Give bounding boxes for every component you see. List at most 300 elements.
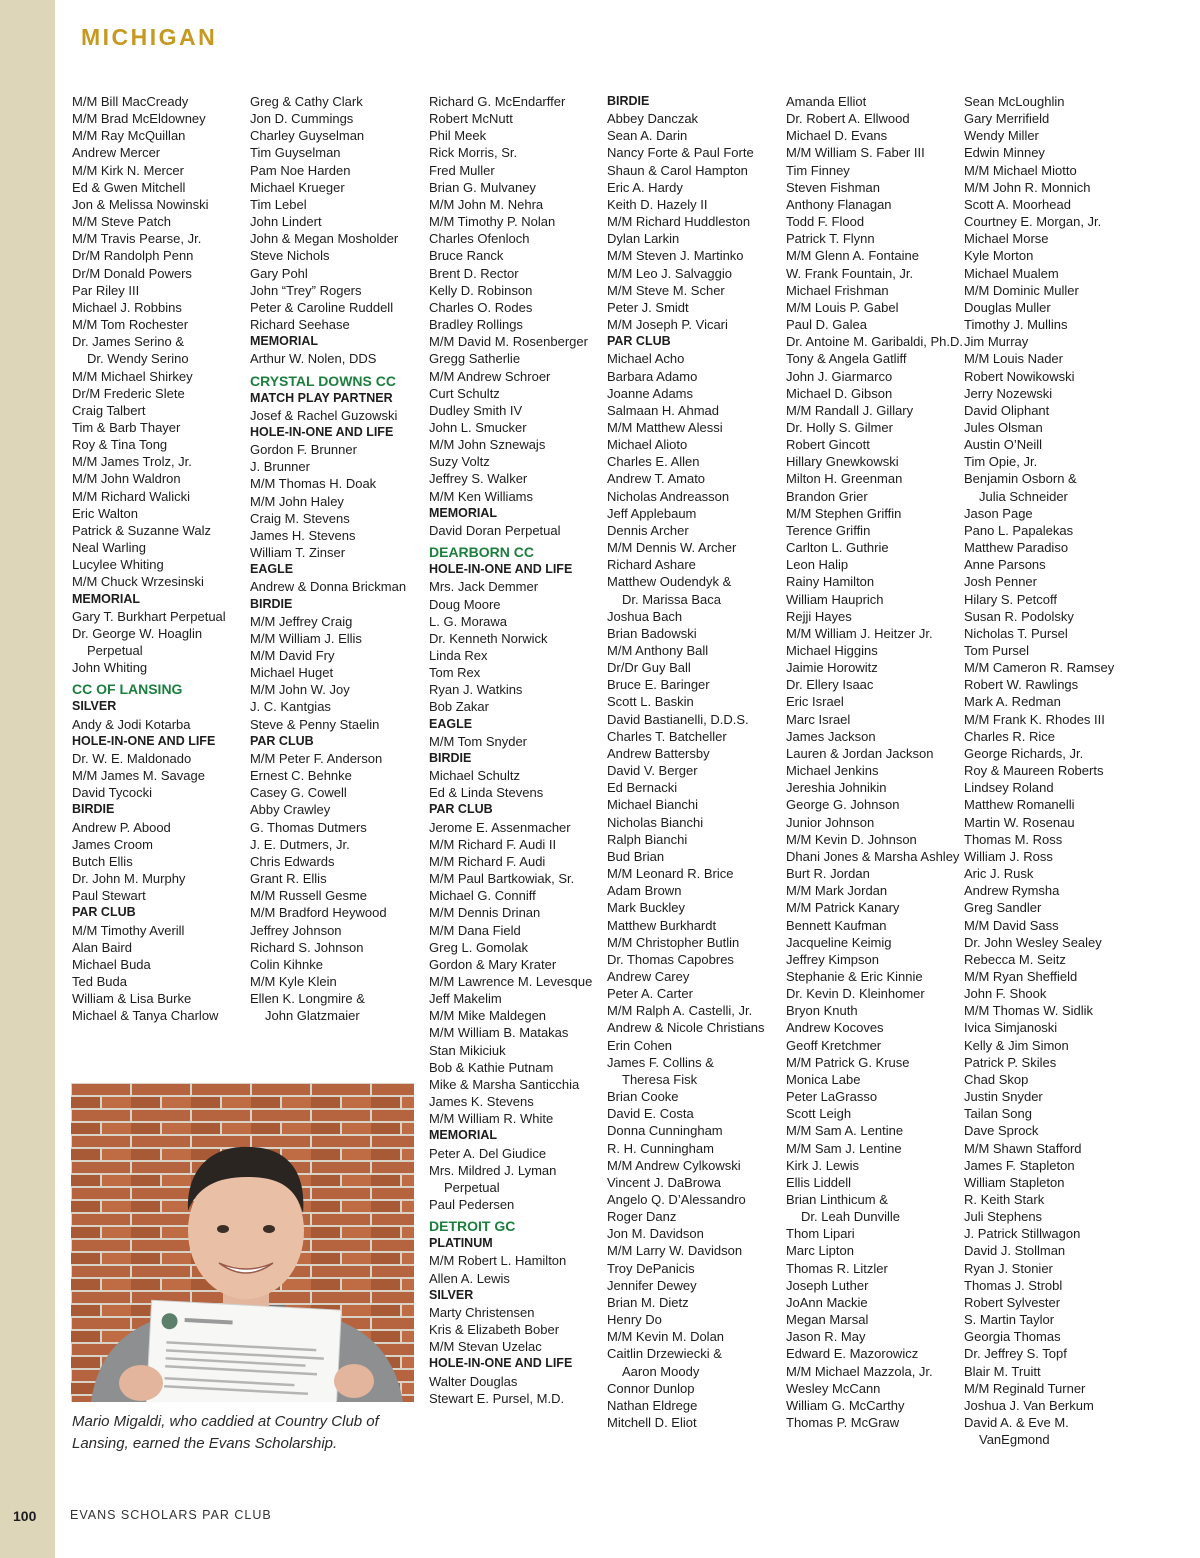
donor-name: Dr. James Serino & (72, 334, 184, 350)
donor-name: Dhani Jones & Marsha Ashley (786, 848, 960, 864)
donor-name: Rejji Hayes (786, 608, 852, 624)
donor-name: Grant R. Ellis (250, 871, 327, 887)
donor-name: Jerome E. Assenmacher (429, 819, 571, 835)
donor-name: David V. Berger (607, 763, 698, 779)
donor-name: Eric Walton (72, 505, 138, 521)
donor-name: Sean McLoughlin (964, 94, 1065, 109)
donor-name: Michael Acho (607, 351, 685, 367)
donor-name: Dr. Holly S. Gilmer (786, 419, 893, 435)
donor-name: Ryan J. Watkins (429, 682, 523, 698)
donor-name: J. C. Kantgias (250, 699, 331, 715)
donor-name: Josh Penner (964, 574, 1037, 590)
giving-level-heading: PAR CLUB (607, 334, 671, 349)
donor-name: Michael G. Conniff (429, 888, 536, 904)
giving-level-heading: HOLE-IN-ONE AND LIFE (429, 1356, 573, 1371)
donor-name: Dr/M Randolph Penn (72, 248, 194, 264)
donor-name: Susan R. Podolsky (964, 608, 1074, 624)
giving-level-heading: MEMORIAL (72, 591, 141, 606)
donor-name: Michael Huget (250, 665, 334, 681)
donor-name: Brandon Grier (786, 488, 868, 504)
donor-name: M/M Louis Nader (964, 351, 1063, 367)
giving-level-heading: SILVER (429, 1287, 474, 1302)
donor-name: M/M Dana Field (429, 922, 521, 938)
donor-name: Butch Ellis (72, 853, 133, 869)
donor-name: M/M John M. Nehra (429, 196, 544, 212)
donor-name: Jon & Melissa Nowinski (72, 196, 209, 212)
donor-name: M/M William B. Matakas (429, 1025, 569, 1041)
donor-name: William & Lisa Burke (72, 991, 192, 1007)
donor-name: Todd F. Flood (786, 214, 865, 230)
donor-name: M/M John Waldron (72, 471, 181, 487)
donor-name: Joshua J. Van Berkum (964, 1397, 1094, 1413)
donor-name: Andrew Battersby (607, 745, 710, 761)
donor-name: J. Brunner (250, 459, 310, 475)
donor-name: Charles E. Allen (607, 454, 700, 470)
donor-name: David A. & Eve M. (964, 1415, 1069, 1431)
donor-name: Linda Rex (429, 648, 488, 663)
donor-name: M/M Brad McEldowney (72, 111, 206, 127)
donor-name: David E. Costa (607, 1106, 694, 1122)
giving-level-heading: BIRDIE (72, 802, 115, 817)
donor-name: Bob & Kathie Putnam (429, 1059, 554, 1075)
donor-name: M/M Chuck Wrzesinski (72, 574, 204, 590)
donor-name: Abby Crawley (250, 802, 331, 818)
donor-name: M/M Ralph A. Castelli, Jr. (607, 1003, 753, 1019)
donor-name: Andrew Carey (607, 968, 690, 984)
donor-name: Gregg Satherlie (429, 351, 521, 367)
donor-name: Casey G. Cowell (250, 785, 347, 801)
club-heading: DEARBORN CC (429, 544, 534, 561)
giving-level-heading: PLATINUM (429, 1236, 493, 1251)
donor-name: M/M Thomas W. Sidlik (964, 1003, 1094, 1019)
scholar-photo (71, 1083, 414, 1402)
donor-name: Jerry Nozewski (964, 385, 1053, 401)
giving-level-heading: BIRDIE (607, 94, 650, 108)
donor-name: W. Frank Fountain, Jr. (786, 265, 914, 281)
donor-name: M/M David Sass (964, 917, 1059, 933)
donor-name: M/M Cameron R. Ramsey (964, 660, 1115, 676)
donor-name: David Tycocki (72, 785, 152, 801)
donor-name: M/M William R. White (429, 1111, 554, 1127)
donor-name: Bob Zakar (429, 699, 489, 715)
donor-name: James F. Stapleton (964, 1157, 1075, 1173)
donor-name: Patrick P. Skiles (964, 1054, 1057, 1070)
donor-name: M/M Richard Huddleston (607, 214, 751, 230)
donor-name: Fred Muller (429, 162, 495, 178)
donor-name: M/M David M. Rosenberger (429, 334, 588, 350)
donor-name: Michael Krueger (250, 179, 345, 195)
donor-name: Michael & Tanya Charlow (72, 1008, 219, 1024)
donor-name: Andy & Jodi Kotarba (72, 716, 191, 732)
donor-name: Junior Johnson (786, 814, 875, 830)
donor-name: William Stapleton (964, 1174, 1065, 1190)
donor-name: Tim Guyselman (250, 145, 341, 161)
club-heading: DETROIT GC (429, 1218, 516, 1235)
donor-name: Richard Ashare (607, 557, 696, 573)
donor-name: Craig Talbert (72, 402, 146, 418)
giving-level-heading: HOLE-IN-ONE AND LIFE (72, 733, 216, 748)
donor-name: Roy & Tina Tong (72, 437, 168, 453)
publication-name: EVANS SCHOLARS PAR CLUB (70, 1508, 272, 1522)
donor-name: Andrew P. Abood (72, 819, 171, 835)
donor-name: Mark Buckley (607, 900, 686, 916)
giving-level-heading: MATCH PLAY PARTNER (250, 390, 393, 405)
donor-name: Roy & Maureen Roberts (964, 763, 1104, 779)
donor-name: Brian G. Mulvaney (429, 179, 536, 195)
donor-name: Tom Rex (429, 665, 481, 681)
donor-name: John F. Shook (964, 986, 1047, 1002)
donor-name: J. E. Dutmers, Jr. (250, 836, 350, 852)
giving-level-heading: SILVER (72, 699, 117, 714)
donor-name: Keith D. Hazely II (607, 196, 708, 212)
donor-name: M/M Michael Shirkey (72, 368, 193, 384)
donor-name: M/M Shawn Stafford (964, 1140, 1082, 1156)
donor-name: Timothy J. Mullins (964, 317, 1068, 333)
donor-name: M/M John Sznewajs (429, 437, 546, 453)
donor-name: Nicholas T. Pursel (964, 625, 1068, 641)
donor-name: M/M Glenn A. Fontaine (786, 248, 919, 264)
donor-name: Michael D. Evans (786, 128, 888, 144)
donor-name: Brian Cooke (607, 1089, 679, 1105)
donor-name: Dr. Thomas Capobres (607, 951, 734, 967)
donor-name: Ernest C. Behnke (250, 768, 352, 784)
giving-level-heading: BIRDIE (250, 596, 293, 611)
donor-name: Michael Alioto (607, 437, 688, 453)
donor-name: Thomas R. Litzler (786, 1260, 888, 1276)
donor-name: Dr. Antoine M. Garibaldi, Ph.D. (786, 334, 964, 350)
donor-name: Benjamin Osborn & (964, 471, 1077, 487)
donor-name: Jules Olsman (964, 419, 1043, 435)
donor-name: Robert Nowikowski (964, 368, 1075, 384)
donor-name: Bruce E. Baringer (607, 677, 710, 693)
donor-name: Robert Gincott (786, 437, 870, 453)
donor-name: Bud Brian (607, 848, 665, 864)
donor-name: Dr. John M. Murphy (72, 871, 186, 887)
donor-name: Dr/M Donald Powers (72, 265, 192, 281)
donor-column-4 (607, 93, 787, 1431)
donor-name: Dr. John Wesley Sealey (964, 934, 1102, 950)
donor-name: Matthew Paradiso (964, 540, 1069, 556)
donor-name: Michael Mualem (964, 265, 1059, 281)
donor-name: Jaimie Horowitz (786, 660, 878, 676)
donor-name: Paul Pedersen (429, 1197, 515, 1212)
donor-name: M/M James M. Savage (72, 768, 205, 784)
donor-name: Tony & Angela Gatliff (786, 351, 907, 367)
donor-name: Burt R. Jordan (786, 866, 870, 882)
donor-name: Juli Stephens (964, 1209, 1043, 1225)
donor-name: M/M Mike Maldegen (429, 1008, 547, 1024)
donor-name: M/M Stephen Griffin (786, 505, 902, 521)
giving-level-heading: MEMORIAL (429, 505, 498, 520)
donor-name: J. Patrick Stillwagon (964, 1226, 1081, 1242)
donor-name: Nathan Eldrege (607, 1397, 698, 1413)
donor-name: M/M Peter F. Anderson (250, 750, 383, 766)
donor-name: Rick Morris, Sr. (429, 145, 518, 161)
donor-column-3 (429, 93, 609, 1407)
donor-name: S. Martin Taylor (964, 1312, 1055, 1328)
donor-name-continued: Dr. Leah Dunville (801, 1209, 900, 1225)
donor-name: M/M James Trolz, Jr. (72, 454, 192, 470)
donor-name: M/M Steve M. Scher (607, 282, 725, 298)
donor-name: Martin W. Rosenau (964, 814, 1075, 830)
donor-name: Jeff Makelim (429, 991, 502, 1007)
donor-name: M/M Steve Patch (72, 214, 171, 230)
donor-name: George G. Johnson (786, 797, 900, 813)
donor-name: M/M Michael Miotto (964, 162, 1077, 178)
donor-name: Michael D. Gibson (786, 385, 893, 401)
donor-name-continued: Perpetual (87, 643, 143, 658)
donor-name: Patrick T. Flynn (786, 231, 875, 247)
donor-name: Anne Parsons (964, 557, 1046, 573)
donor-name: Charley Guyselman (250, 128, 365, 144)
donor-name: Roger Danz (607, 1209, 677, 1225)
donor-name: Thom Lipari (786, 1226, 855, 1242)
giving-level-heading: EAGLE (429, 716, 473, 731)
donor-name: Charles R. Rice (964, 728, 1056, 744)
donor-name: Dylan Larkin (607, 231, 680, 247)
donor-name: M/M Christopher Butlin (607, 934, 740, 950)
donor-name: Dr. Kenneth Norwick (429, 630, 548, 646)
donor-name: Ralph Bianchi (607, 831, 688, 847)
donor-name: James K. Stevens (429, 1094, 534, 1110)
donor-name: M/M Dennis W. Archer (607, 540, 737, 556)
donor-name: M/M Larry W. Davidson (607, 1243, 743, 1259)
donor-name: Mrs. Mildred J. Lyman (429, 1162, 557, 1178)
donor-name: Nicholas Andreasson (607, 488, 730, 504)
donor-name: Amanda Elliot (786, 94, 867, 109)
donor-name: Ed Bernacki (607, 780, 678, 796)
donor-name: M/M Bill MacCready (72, 94, 189, 109)
donor-name: Michael Higgins (786, 643, 878, 658)
donor-name: Eric A. Hardy (607, 179, 683, 195)
donor-name: Dave Sprock (964, 1123, 1039, 1139)
giving-level-heading: BIRDIE (429, 750, 472, 765)
donor-name: Aric J. Rusk (964, 866, 1034, 882)
donor-name: Tailan Song (964, 1106, 1032, 1122)
donor-name: Suzy Voltz (429, 454, 490, 470)
donor-name: John Whiting (72, 660, 148, 676)
donor-name: Alan Baird (72, 939, 132, 955)
donor-name: M/M Timothy P. Nolan (429, 214, 556, 230)
donor-name: M/M Kevin D. Johnson (786, 831, 917, 847)
donor-name: Greg & Cathy Clark (250, 94, 363, 109)
donor-name: M/M Matthew Alessi (607, 419, 723, 435)
donor-name: Richard G. McEndarffer (429, 94, 566, 109)
donor-name: M/M Patrick Kanary (786, 900, 900, 916)
donor-name: Par Riley III (72, 282, 140, 298)
donor-name: M/M Sam A. Lentine (786, 1123, 904, 1139)
donor-name: Pam Noe Harden (250, 162, 351, 178)
donor-name: Megan Marsal (786, 1312, 869, 1328)
donor-name: Troy DePanicis (607, 1260, 695, 1276)
donor-name: Paul Stewart (72, 888, 146, 904)
donor-name: Michael Bianchi (607, 797, 699, 813)
donor-name: M/M Andrew Cylkowski (607, 1157, 741, 1173)
donor-name: Stephanie & Eric Kinnie (786, 968, 923, 984)
donor-name: M/M Louis P. Gabel (786, 299, 899, 315)
donor-name: Caitlin Drzewiecki & (607, 1346, 722, 1362)
donor-name: L. G. Morawa (429, 613, 508, 629)
donor-name: Jeffrey Johnson (250, 922, 342, 938)
donor-name: Bruce Ranck (429, 248, 504, 264)
donor-name: M/M Russell Gesme (250, 888, 368, 904)
donor-name: Dr. Robert A. Ellwood (786, 111, 910, 127)
donor-column-6 (964, 93, 1144, 1448)
donor-name: John Lindert (250, 214, 322, 230)
donor-name: David J. Stollman (964, 1243, 1066, 1259)
donor-name: Scott L. Baskin (607, 694, 694, 710)
donor-name: Matthew Oudendyk & (607, 574, 732, 590)
donor-name: Joseph Luther (786, 1277, 869, 1293)
donor-name: Milton H. Greenman (786, 471, 903, 487)
giving-level-heading: EAGLE (250, 562, 294, 577)
donor-name: M/M John Haley (250, 493, 344, 509)
donor-name-continued: John Glatzmaier (265, 1008, 360, 1024)
donor-name: Bennett Kaufman (786, 917, 887, 933)
donor-name: Chris Edwards (250, 853, 335, 869)
donor-name: Barbara Adamo (607, 368, 698, 384)
giving-level-heading: MEMORIAL (250, 334, 319, 349)
donor-name: Gary T. Burkhart Perpetual (72, 608, 226, 624)
donor-name: Andrew & Donna Brickman (250, 579, 407, 595)
giving-level-heading: HOLE-IN-ONE AND LIFE (429, 562, 573, 577)
donor-name: M/M Patrick G. Kruse (786, 1054, 910, 1070)
donor-name: Dr. Jeffrey S. Topf (964, 1346, 1067, 1362)
club-heading: CC OF LANSING (72, 681, 183, 698)
donor-name: M/M Reginald Turner (964, 1380, 1086, 1396)
donor-name: Kelly & Jim Simon (964, 1037, 1069, 1053)
donor-name: Josef & Rachel Guzowski (250, 407, 398, 423)
donor-name: Patrick & Suzanne Walz (72, 522, 211, 538)
donor-name: M/M Thomas H. Doak (250, 476, 377, 492)
donor-name: M/M David Fry (250, 648, 335, 663)
donor-name: M/M Jeffrey Craig (250, 613, 353, 629)
donor-name: Monica Labe (786, 1071, 861, 1087)
donor-name: G. Thomas Dutmers (250, 819, 367, 835)
donor-name: Shaun & Carol Hampton (607, 162, 748, 178)
donor-name: Georgia Thomas (964, 1329, 1061, 1345)
donor-name: James Jackson (786, 728, 876, 744)
donor-name: Edward E. Mazorowicz (786, 1346, 919, 1362)
donor-name: Jeffrey Kimpson (786, 951, 879, 967)
donor-name: Robert Sylvester (964, 1294, 1061, 1310)
donor-name-continued: Dr. Marissa Baca (622, 591, 721, 607)
donor-name: Geoff Kretchmer (786, 1037, 882, 1053)
giving-level-heading: PAR CLUB (250, 733, 314, 748)
donor-name-continued: VanEgmond (979, 1432, 1050, 1448)
donor-name: R. H. Cunningham (607, 1140, 714, 1156)
donor-name: M/M Anthony Ball (607, 643, 709, 658)
donor-name: Peter & Caroline Ruddell (250, 299, 394, 315)
giving-level-heading: MEMORIAL (429, 1128, 498, 1143)
donor-name: Edwin Minney (964, 145, 1045, 161)
donor-name: M/M Kirk N. Mercer (72, 162, 184, 178)
donor-name: Richard S. Johnson (250, 939, 364, 955)
donor-name: M/M Tom Snyder (429, 733, 528, 749)
donor-name: Marc Israel (786, 711, 851, 727)
donor-name: Angelo Q. D’Alessandro (607, 1192, 746, 1207)
donor-name-continued: Perpetual (444, 1179, 500, 1195)
donor-name: Andrew Kocoves (786, 1020, 884, 1036)
giving-level-heading: PAR CLUB (429, 802, 493, 817)
donor-name: Chad Skop (964, 1071, 1029, 1087)
donor-name: M/M Dennis Drinan (429, 905, 541, 921)
page-side-band (0, 0, 55, 1558)
donor-name: M/M Kevin M. Dolan (607, 1329, 725, 1345)
donor-name: William J. Ross (964, 848, 1053, 864)
donor-name: M/M Timothy Averill (72, 922, 185, 938)
donor-name: M/M Leo J. Salvaggio (607, 265, 733, 281)
donor-name: M/M William J. Heitzer Jr. (786, 625, 933, 641)
donor-name: JoAnn Mackie (786, 1294, 868, 1310)
donor-name: Peter LaGrasso (786, 1089, 878, 1105)
donor-name: Walter Douglas (429, 1373, 518, 1389)
donor-name: M/M John R. Monnich (964, 179, 1091, 195)
donor-name: Brian M. Dietz (607, 1294, 689, 1310)
club-heading: CRYSTAL DOWNS CC (250, 372, 396, 389)
donor-name: John L. Smucker (429, 419, 527, 435)
donor-name: Bryon Knuth (786, 1003, 858, 1019)
donor-name: M/M Kyle Klein (250, 973, 337, 989)
donor-name: Steve Nichols (250, 248, 330, 264)
donor-name: R. Keith Stark (964, 1192, 1045, 1207)
state-heading: MICHIGAN (81, 24, 218, 50)
donor-name: M/M Ryan Sheffield (964, 968, 1078, 984)
donor-name: William Hauprich (786, 591, 884, 607)
donor-name: Donna Cunningham (607, 1123, 723, 1139)
donor-name: Kris & Elizabeth Bober (429, 1322, 560, 1338)
donor-name: Gordon F. Brunner (250, 442, 357, 458)
donor-name: David Doran Perpetual (429, 522, 561, 538)
donor-name: Kyle Morton (964, 248, 1034, 264)
donor-name: Joanne Adams (607, 385, 694, 401)
donor-name: Bradley Rollings (429, 317, 523, 333)
donor-name: Blair M. Truitt (964, 1363, 1041, 1379)
donor-name: Brian Linthicum & (786, 1192, 888, 1207)
donor-name: James Croom (72, 836, 153, 852)
donor-name: Ryan J. Stonier (964, 1260, 1053, 1276)
donor-name: Dr. Ellery Isaac (786, 677, 874, 693)
donor-name: Nicholas Bianchi (607, 814, 704, 830)
photo-caption: Mario Migaldi, who caddied at Country Club of Lansing, earned the Evans Scholarship. (72, 1413, 379, 1452)
donor-name: Lucylee Whiting (72, 557, 164, 573)
donor-name: Marty Christensen (429, 1304, 535, 1320)
donor-name: Terence Griffin (786, 522, 871, 538)
donor-name: Nancy Forte & Paul Forte (607, 145, 754, 161)
donor-name: Tom Pursel (964, 643, 1030, 658)
donor-name: Dr. George W. Hoaglin (72, 625, 203, 641)
donor-name: Scott Leigh (786, 1106, 852, 1122)
donor-name: M/M Frank K. Rhodes III (964, 711, 1105, 727)
donor-column-2 (250, 93, 430, 1024)
donor-name: M/M Sam J. Lentine (786, 1140, 902, 1156)
donor-name: Colin Kihnke (250, 956, 323, 972)
donor-name: M/M Michael Mazzola, Jr. (786, 1363, 933, 1379)
donor-name: Stewart E. Pursel, M.D. (429, 1390, 565, 1406)
donor-name: Gary Pohl (250, 265, 308, 281)
donor-name: Greg Sandler (964, 900, 1042, 916)
donor-name: M/M Ken Williams (429, 488, 534, 504)
donor-name: M/M Richard Walicki (72, 488, 190, 504)
donor-name: Joshua Bach (607, 608, 683, 624)
donor-name: Carlton L. Guthrie (786, 540, 889, 556)
donor-name: David Oliphant (964, 402, 1050, 418)
donor-name: Arthur W. Nolen, DDS (250, 351, 377, 367)
donor-name-continued: Dr. Wendy Serino (87, 351, 189, 367)
donor-name: Rainy Hamilton (786, 574, 875, 590)
donor-name: M/M Dominic Muller (964, 282, 1079, 298)
donor-name: Salmaan H. Ahmad (607, 402, 720, 418)
